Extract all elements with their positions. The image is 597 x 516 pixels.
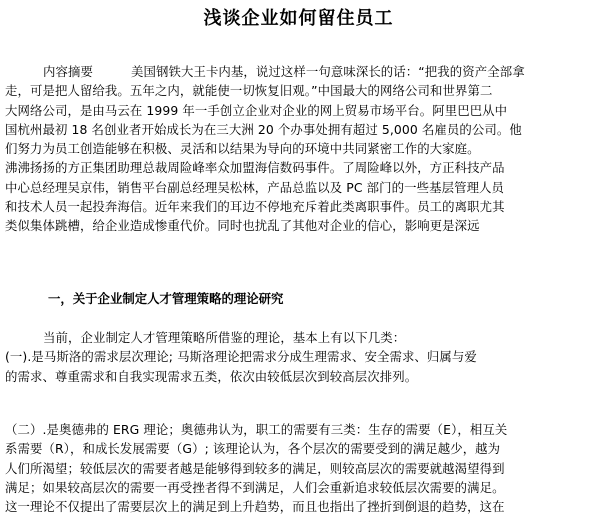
abstract-section [5, 62, 590, 236]
para2-line-3: 人们所渴望；较低层次的需要者越是能够得到较多的满足，则较高层次的需要就越渴望得到 [5, 460, 505, 476]
abstract-label: 内容摘要 [43, 64, 93, 79]
intro-line: 当前，企业制定人才管理策略所借鉴的理论，基本上有以下几类： [43, 330, 406, 345]
abstract-line-6: 沸沸扬扬的方正集团助理总裁周险峰率众加盟海信数码事件。了周险峰以外，方正科技产品 [5, 160, 505, 176]
abstract-line-5: 们努力为员工创造能够在积极、灵活和以结果为导向的环境中共同紧密工作的大家庭。 [5, 141, 480, 157]
para2-line-4: 满足；如果较高层次的需要一再受挫者得不到满足，人们会重新追求较低层次需要的满足。 [5, 479, 505, 495]
para1-line-1: (一).是马斯洛的需求层次理论; 马斯洛理论把需求分成生理需求、安全需求、归属与爱 [5, 349, 477, 365]
abstract-line-1 [5, 62, 590, 81]
abstract-line-8: 和技术人员一起投奔海信。近年来我们的耳边不停地充斥着此类离职事件。员工的离职尤其 [5, 199, 505, 215]
abstract-line-3: 大网络公司，是由马云在 1999 年一手创立企业对企业的网上贸易市场平台。阿里巴巴从中 [5, 102, 508, 118]
section-heading: 一，关于企业制定人才管理策略的理论研究 [48, 291, 284, 306]
para2-line-1: （二）.是奥德弗的 ERG 理论；奥德弗认为，职工的需要有三类：生存的需要（E），相互关 [5, 422, 508, 437]
abstract-text-1: 美国钢铁大王卡内基，说过这样一句意味深长的话：“把我的资产全部拿 [131, 64, 525, 79]
para1-line-2: 的需求、尊重需求和自我实现需求五类，依次由较低层次到较高层次排列。 [5, 368, 418, 384]
abstract-line-2: 走，可是把人留给我。五年之内，就能使一切恢复旧观。”中国最大的网络公司和世界第二 [5, 83, 493, 99]
abstract-line-9: 类似集体跳槽，给企业造成惨重代价。同时也扰乱了其他对企业的信心，影响更是深远 [5, 218, 480, 234]
para2-line-5: 这一理论不仅提出了需要层次上的满足到上升趋势，而且也指出了挫折到倒退的趋势，这在 [5, 499, 505, 515]
abstract-line-7: 中心总经理吴京伟，销售平台副总经理吴松林，产品总监以及 PC 部门的一些基层管理人员 [5, 179, 505, 195]
theory-intro-section [5, 328, 590, 386]
document-title: 浅谈企业如何留住员工 [203, 8, 394, 29]
para2-line-2: 系需要（R），和成长发展需要（G）; 该理论认为，各个层次的需要受到的满足越少，越为 [5, 441, 501, 457]
abstract-line-4: 国杭州最初 18 名创业者开始成长为在三大洲 20 个办事处拥有超过 5,000 名雇员的公司。他 [5, 121, 522, 137]
erg-theory-section [5, 420, 590, 516]
